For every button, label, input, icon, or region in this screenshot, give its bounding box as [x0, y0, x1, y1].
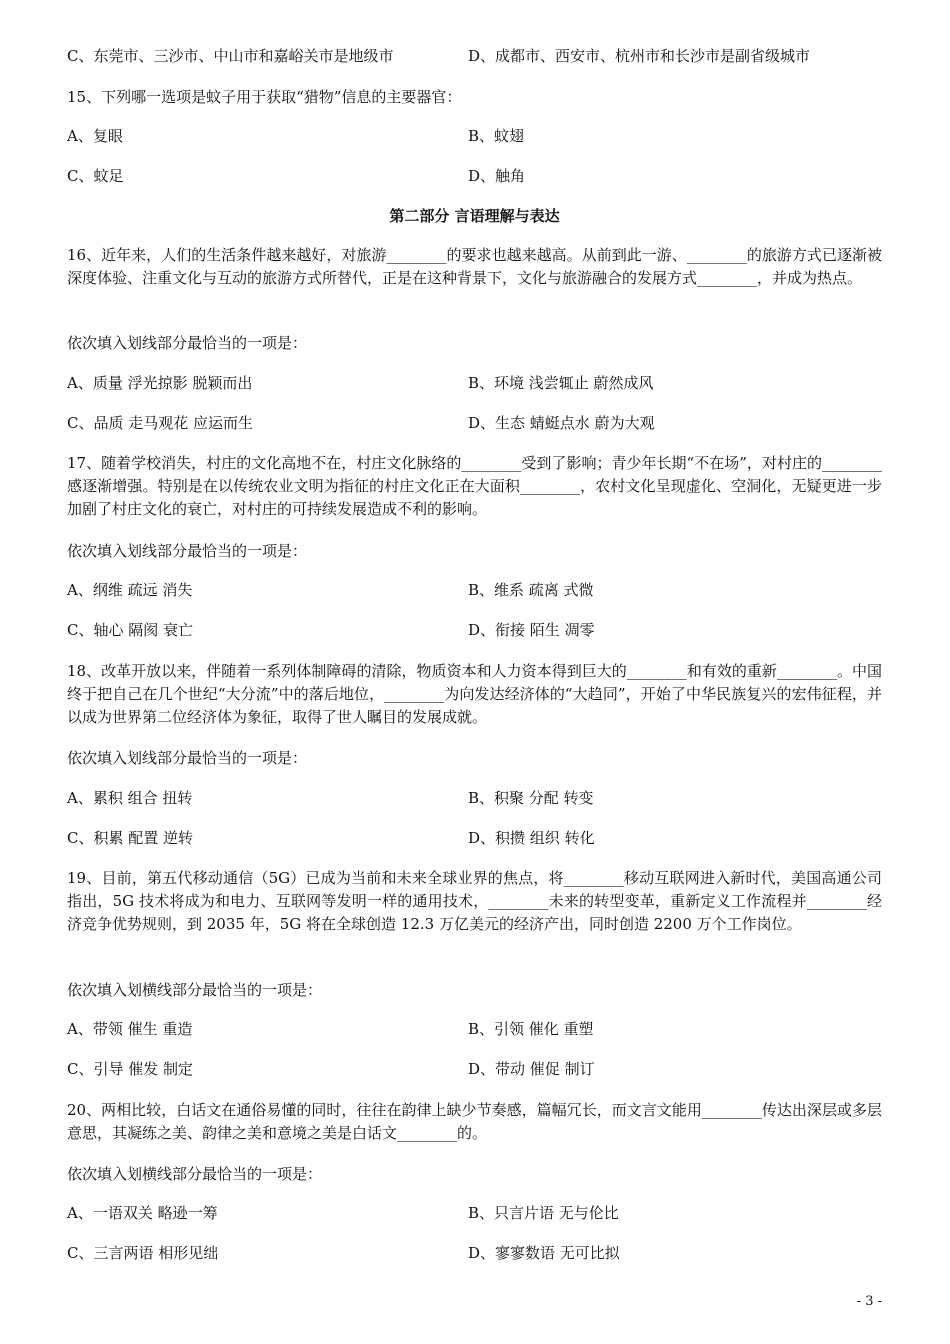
q18-option-c: C、积累 配置 逆转	[67, 829, 194, 847]
q17-stem: 17、随着学校消失，村庄的文化高地不在，村庄文化脉络的________受到了影响；青少年长期“不在场”，对村庄的________感逐渐增强。特别是在以传统农业文明为指征的村庄文化正在大面积________，农村文化呈现虚化、空洞化，无疑更进一步加剧了村庄文化的衰亡，对村庄的可持续发展造成不利的影响。	[67, 454, 882, 518]
q17-option-d: D、衔接 陌生 凋零	[468, 621, 595, 639]
q19-prompt: 依次填入划横线部分最恰当的一项是：	[67, 981, 323, 999]
section-title: 第二部分 言语理解与表达	[389, 207, 560, 225]
q15-stem: 15、下列哪一选项是蚊子用于获取“猎物”信息的主要器官：	[67, 88, 462, 106]
q14-option-d: D、成都市、西安市、杭州市和长沙市是副省级城市	[468, 47, 811, 65]
q16-stem: 16、近年来，人们的生活条件越来越好，对旅游________的要求也越来越高。从前到此一游、________的旅游方式已逐渐被深度体验、注重文化与互动的旅游方式所替代，正是在这种背景下，文化与旅游融合的发展方式________，并成为热点。	[67, 246, 882, 287]
q15-option-b: B、蚊翅	[468, 127, 525, 145]
q16-option-d: D、生态 蜻蜓点水 蔚为大观	[468, 414, 655, 432]
q19-option-c: C、引导 催发 制定	[67, 1060, 194, 1078]
q16-option-c: C、品质 走马观花 应运而生	[67, 414, 254, 432]
q15-option-c: C、蚊足	[67, 167, 124, 185]
q19-option-a: A、带领 催生 重造	[67, 1020, 193, 1038]
q14-option-c: C、东莞市、三沙市、中山市和嘉峪关市是地级市	[67, 47, 394, 65]
q18-option-b: B、积聚 分配 转变	[468, 789, 594, 807]
q20-stem: 20、两相比较，白话文在通俗易懂的同时，往往在韵律上缺少节奏感，篇幅冗长，而文言文能用________传达出深层或多层意思，其凝练之美、韵律之美和意境之美是白话文________的。	[67, 1101, 882, 1142]
q20-option-b: B、只言片语 无与伦比	[468, 1204, 619, 1222]
q20-option-a: A、一语双关 略逊一筹	[67, 1204, 218, 1222]
q19-option-b: B、引领 催化 重塑	[468, 1020, 594, 1038]
q17-option-b: B、维系 疏离 式微	[468, 581, 594, 599]
q15-option-a: A、复眼	[67, 127, 123, 145]
q20-option-c: C、三言两语 相形见绌	[67, 1244, 219, 1262]
q18-stem: 18、改革开放以来，伴随着一系列体制障碍的清除，物质资本和人力资本得到巨大的________和有效的重新________。中国终于把自己在几个世纪“大分流”中的落后地位，________为向发达经济体的“大趋同”，开始了中华民族复兴的宏伟征程，并以成为世界第二位经济体为象征，取得了世人瞩目的发展成就。	[67, 662, 882, 726]
q17-option-c: C、轴心 隔阂 衰亡	[67, 621, 194, 639]
q17-option-a: A、纲维 疏远 消失	[67, 581, 193, 599]
q18-prompt: 依次填入划线部分最恰当的一项是：	[67, 749, 308, 767]
q18-option-d: D、积攒 组织 转化	[468, 829, 595, 847]
q16-option-b: B、环境 浅尝辄止 蔚然成风	[468, 374, 654, 392]
q16-option-a: A、质量 浮光掠影 脱颖而出	[67, 374, 253, 392]
q18-option-a: A、累积 组合 扭转	[67, 789, 193, 807]
q15-option-d: D、触角	[468, 167, 526, 185]
q19-option-d: D、带动 催促 制订	[468, 1060, 595, 1078]
q19-stem: 19、目前，第五代移动通信（5G）已成为当前和未来全球业界的焦点，将________移动互联网进入新时代，美国高通公司指出，5G 技术将成为和电力、互联网等发明一样的通用技术，________未来的转型变革，重新定义工作流程并________经济竞争优势规则，到 2035 年，5G 将在全球创造 12.3 万亿美元的经济产出，同时创造 2200 万个工作岗位。	[67, 869, 882, 933]
q17-prompt: 依次填入划线部分最恰当的一项是：	[67, 542, 308, 560]
q16-prompt: 依次填入划线部分最恰当的一项是：	[67, 334, 308, 352]
q20-prompt: 依次填入划横线部分最恰当的一项是：	[67, 1165, 323, 1183]
page-number: - 3 -	[856, 1294, 882, 1309]
q20-option-d: D、寥寥数语 无可比拟	[468, 1244, 620, 1262]
